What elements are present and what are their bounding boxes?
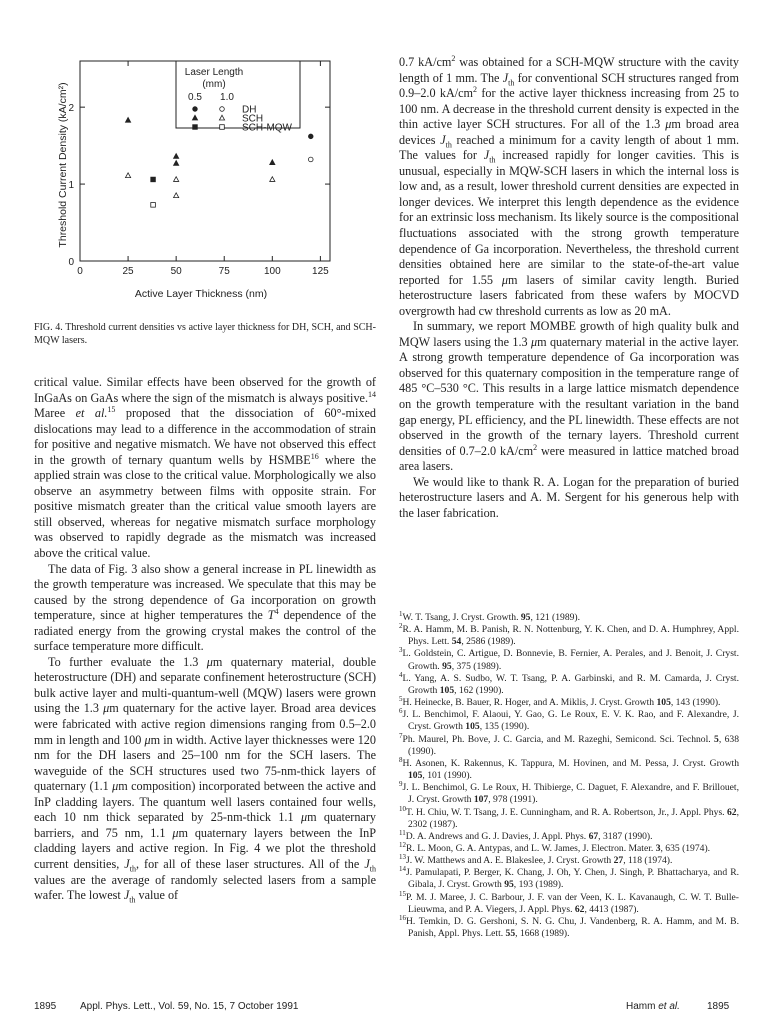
- legend-label: SCH-MQW: [242, 122, 292, 134]
- paragraph: The data of Fig. 3 also show a general increase in PL linewidth as the growth temperature was increased. We speculate that this may be caused by the strong dependence of Ga incorporation on growth temperature, since at higher temperatures the $T^4$ dependence of the radiated energy from the growing crystal makes the control of the surface temperature more difficult.: [34, 561, 376, 654]
- paragraph: critical value. Similar effects have been observed for the growth of InGaAs on GaAs where the sign of the mismatch is always positive.$^{14}$ Maree et al.$^{15}$ proposed that the dissociation of 60°-mixed dislocations may lead to a difference in the accommodation of strain for positive and negative mismatch. We have not observed this effect in the growth of ternary quantum wells by HSMBE$^{16}$ where the applied strain was close to the critical value. Morphologically we also observe an asymmetry between films with opposite strain. For positive mismatch greater than the critical value smooth layers are still observed, whereas for negative mismatch surface morphology was observed to rapidly degrade as the mismatch was increased above the critical value.: [34, 375, 376, 561]
- legend-col-header: 1.0: [220, 92, 234, 103]
- data-point: [151, 177, 156, 182]
- footer-page-right: 1895: [707, 1001, 730, 1012]
- y-tick-label: 1: [68, 180, 74, 192]
- reference-item: $^{16}$H. Temkin, D. G. Gershoni, S. N. G. Chu, J. Vandenberg, R. A. Hamm, and M. B. Panish, Appl. Phys. Lett. 55, 1668 (1989).: [399, 913, 739, 940]
- data-point: [308, 157, 313, 162]
- legend-marker: [193, 107, 198, 112]
- data-point: [270, 160, 275, 165]
- reference-item: $^4$L. Yang, A. S. Sudbo, W. T. Tsang, P. A. Garbinski, and R. M. Camarda, J. Cryst. Growth 105, 162 (1990).: [399, 670, 739, 696]
- y-tick-label: 2: [68, 103, 74, 115]
- right-column-text: [399, 55, 739, 521]
- references-list: [399, 609, 740, 940]
- chart-legend: [176, 61, 300, 134]
- page-footer: [0, 1001, 768, 1017]
- reference-item: $^{15}$P. M. J. Maree, J. C. Barbour, J. F. van der Veen, K. L. Kavanaugh, C. W. T. Bulle-Lieuwma, and P. A. Viegers, J. Appl. Phys. 62, 4413 (1987).: [399, 889, 739, 915]
- y-axis-label: Threshold Current Density (kA/cm²): [57, 82, 69, 248]
- x-tick-label: 125: [312, 266, 329, 277]
- footer-journal: Appl. Phys. Lett., Vol. 59, No. 15, 7 October 1991: [80, 1001, 299, 1012]
- figure-4-chart: [0, 0, 390, 320]
- data-point: [308, 134, 313, 139]
- paragraph: In summary, we report MOMBE growth of high quality bulk and MQW lasers using the 1.3 μm quaternary material in the active layer. A strong growth temperature dependence of Ga incorporation was observed for this quaternary composition in the temperature range of 485 °C–530 °C. This results in a large lattice mismatch dependence on the growth temperature with the resultant variation in the band gap energy, PL efficiency, and the PL linewidth. These effects are not observed in the growth of the ternary layers. Threshold current densities of 0.7–2.0 $kA/cm^2$ were measured in lattice matched broad area lasers.: [399, 319, 739, 474]
- left-column-text: [34, 375, 376, 904]
- reference-item: $^5$H. Heinecke, B. Bauer, R. Hoger, and A. Miklis, J. Cryst. Growth 105, 143 (1990).: [399, 694, 721, 709]
- footer-authors: Hamm et al.: [626, 1001, 680, 1012]
- x-tick-label: 0: [77, 266, 83, 277]
- reference-item: $^{12}$R. L. Moon, G. A. Antypas, and L. W. James, J. Electron. Mater. 3, 635 (1974).: [399, 840, 711, 854]
- data-point: [174, 193, 179, 198]
- reference-item: $^{14}$J. Pamulapati, P. Berger, K. Chang, J. Oh, Y. Chen, J. Singh, P. Bhattacharya, and R. Gibala, J. Cryst. Growth 95, 193 (1989).: [399, 865, 739, 891]
- legend-title: Laser Length: [184, 67, 244, 78]
- reference-item: $^{11}$D. A. Andrews and G. J. Davies, J. Appl. Phys. 67, 3187 (1990).: [399, 828, 653, 842]
- data-point: [174, 161, 179, 166]
- x-tick-label: 100: [263, 266, 281, 277]
- legend-label: DH: [242, 104, 257, 116]
- data-point: [125, 173, 130, 178]
- legend-col-header: 0.5: [188, 92, 202, 103]
- data-point: [270, 177, 275, 182]
- footer-page-left: 1895: [34, 1001, 57, 1012]
- reference-item: $^6$J. L. Benchimol, F. Alaoui, Y. Gao, G. Le Roux, E. V. K. Rao, and F. Alexandre, J. Cryst. Growth 105, 135 (1990).: [399, 707, 739, 733]
- figure-caption: FIG. 4. Threshold current densities vs active layer thickness for DH, SCH, and SCH-MQW lasers.: [34, 322, 376, 346]
- legend-marker: [220, 107, 225, 112]
- reference-item: $^9$J. L. Benchimol, G. Le Roux, H. Thibierge, C. Daguet, F. Alexandre, and F. Brillouet, J. Cryst. Growth 107, 978 (1991).: [399, 780, 739, 806]
- reference-item: $^8$H. Asonen, K. Rakennus, K. Tappura, M. Hovinen, and M. Pessa, J. Cryst. Growth 105, 101 (1990).: [399, 755, 739, 782]
- reference-item: $^{10}$T. H. Chiu, W. T. Tsang, J. E. Cunningham, and R. A. Robertson, Jr., J. Appl. Phys. 62, 2302 (1987).: [399, 804, 739, 830]
- reference-item: $^3$L. Goldstein, C. Artigue, D. Bonnevie, B. Fernier, A. Perales, and J. Benoit, J. Cryst. Growth. 95, 375 (1989).: [399, 646, 739, 672]
- data-point: [174, 177, 179, 182]
- data-point: [125, 117, 130, 122]
- paragraph: To further evaluate the 1.3 μm quaternary material, double heterostructure (DH) and separate confinement heterostructure (SCH) bulk active layer and multi-quantum-well (MQW) lasers were grown using the 1.3 μm quaternary for the active layer. Broad area devices were fabricated with active region dimensions ranging from 0.5–2.0 mm in length and 100 μm in width. Active layer thicknesses were 120 nm for the DH lasers and 25–100 nm for the SCH lasers. The waveguide of the SCH structures used two 75-nm-thick layers of quaternary (1.1 μm composition) incorporated between the active and InP cladding layers. The quantum well lasers contained four wells, each 10 nm thick separated by 25-nm-thick 1.1 μm quaternary barriers, and 75 nm, 1.1 μm quaternary layers between the InP cladding layers and active region. In Fig. 4 we plot the threshold current densities, $J_{th}$, for all of these laser structures. All of the $J_{th}$ values are the average of randomly selected lasers from a sample wafer. The lowest $J_{th}$ value of: [34, 654, 377, 905]
- legend-subtitle: (mm): [202, 79, 226, 90]
- y-tick-label: 0: [68, 257, 74, 268]
- paragraph: 0.7 $kA/cm^2$ was obtained for a SCH-MQW structure with the cavity length of 1 mm. The $J_{th}$ for conventional SCH structures ranged from 0.9–2.0 $kA/cm^2$ for the active layer thickness increasing from 25 to 100 nm. A decrease in the threshold current density is expected in the thin active layer SCH structures. For all of the 1.3 μm broad area devices $J_{th}$ reached a minimum for a cavity length of about 1 mm. The values for $J_{th}$ increased rapidly for longer cavities. This is unusual, especially in MQW-SCH lasers in which the internal loss is low and, as a result, lower threshold current densities are expected in longer devices. We interpret this length dependence as the evidence for an extrinsic loss mechanism. Its likely source is the compositional fluctuations associated with the strong growth temperature dependence of Ga incorporation. Nevertheless, the threshold current densities obtained here are similar to the state-of-the-art value reported for 1.55 μm lasers of similar cavity length. Buried heterostructure lasers fabricated from these wafers by MOCVD overgrowth had cw threshold currents as low as 20 mA.: [399, 53, 740, 318]
- legend-label: SCH: [242, 113, 264, 125]
- reference-item: $^1$W. T. Tsang, J. Cryst. Growth. 95, 121 (1989).: [399, 609, 581, 623]
- reference-item: $^2$R. A. Hamm, M. B. Panish, R. N. Nottenburg, Y. K. Chen, and D. A. Humphrey, Appl. Phys. Lett. 54, 2586 (1989).: [399, 621, 739, 648]
- x-tick-label: 75: [218, 266, 230, 277]
- reference-item: $^{13}$J. W. Matthews and A. E. Blakeslee, J. Cryst. Growth 27, 118 (1974).: [399, 852, 673, 867]
- x-tick-label: 50: [170, 266, 182, 277]
- paragraph: We would like to thank R. A. Logan for the preparation of buried heterostructure lasers and A. M. Sergent for his generous help with the laser fabrication.: [399, 474, 739, 520]
- legend-marker: [193, 125, 198, 130]
- x-axis-label: Active Layer Thickness (nm): [134, 288, 268, 300]
- x-tick-label: 25: [122, 266, 134, 277]
- data-point: [174, 154, 179, 159]
- reference-item: $^7$Ph. Maurel, Ph. Bove, J. C. Garcia, and M. Razeghi, Semicond. Sci. Technol. 5, 638 (1990).: [399, 731, 740, 757]
- data-point: [151, 203, 156, 208]
- legend-marker: [220, 125, 225, 130]
